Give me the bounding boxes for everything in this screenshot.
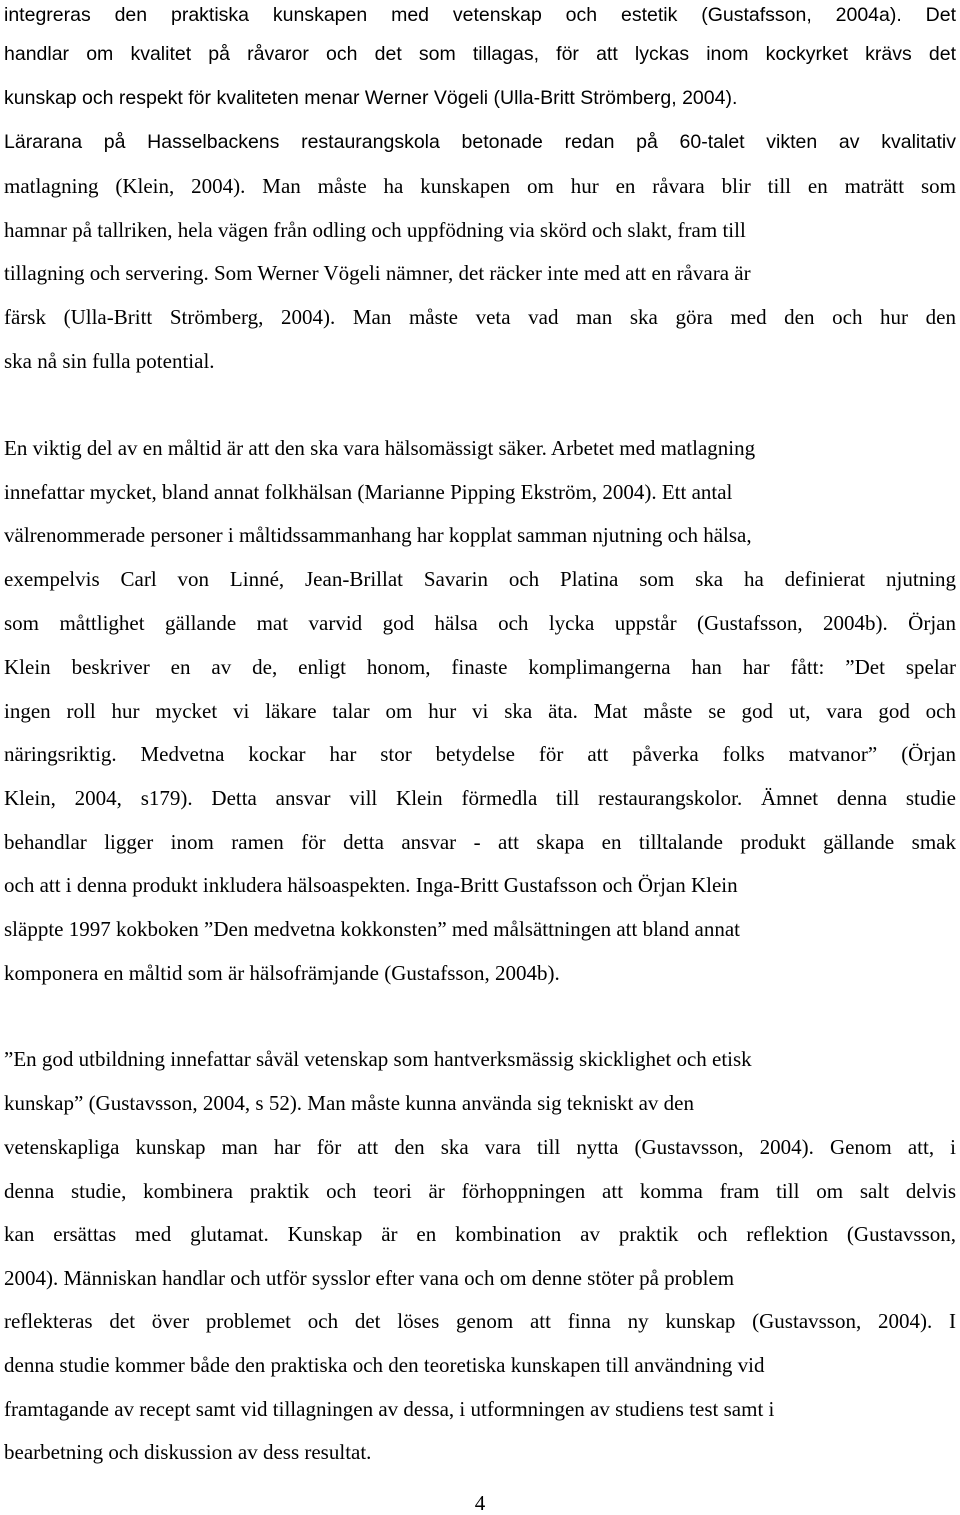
text-line: denna studie, kombinera praktik och teori är förhoppningen att komma fram till om salt delvis: [4, 1179, 956, 1203]
text-line: reflekteras det över problemet och det löses genom att finna ny kunskap (Gustavsson, 2004). I: [4, 1309, 956, 1333]
text-line: kunskap och respekt för kvaliteten menar Werner Vögeli (Ulla-Britt Strömberg, 2004).: [4, 87, 738, 109]
text-line: behandlar ligger inom ramen för detta ansvar - att skapa en tilltalande produkt gällande smak: [4, 830, 956, 854]
text-line: vetenskapliga kunskap man har för att den ska vara till nytta (Gustavsson, 2004). Genom att, i: [4, 1135, 956, 1159]
text-line: släppte 1997 kokboken ”Den medvetna kokkonsten” med målsättningen att bland annat: [4, 917, 740, 941]
text-line: som måttlighet gällande mat varvid god hälsa och lycka uppstår (Gustafsson, 2004b). Örjan: [4, 611, 956, 635]
text-line: näringsriktig. Medvetna kockar har stor betydelse för att påverka folks matvanor” (Örjan: [4, 742, 956, 766]
text-line: Klein, 2004, s179). Detta ansvar vill Klein förmedla till restaurangskolor. Ämnet denna studie: [4, 786, 956, 810]
text-line: välrenommerade personer i måltidssammanhang har kopplat samman njutning och hälsa,: [4, 523, 752, 547]
text-line: En viktig del av en måltid är att den ska vara hälsomässigt säker. Arbetet med matlagning: [4, 436, 756, 460]
text-line: 2004). Människan handlar och utför sysslor efter vana och om denne stöter på problem: [4, 1266, 735, 1290]
text-line: hamnar på tallriken, hela vägen från odling och uppfödning via skörd och slakt, fram till: [4, 218, 746, 242]
text-line: ingen roll hur mycket vi läkare talar om hur vi ska äta. Mat måste se god ut, vara god och: [4, 699, 956, 723]
text-line: Klein beskriver en av de, enligt honom, finaste komplimangerna han har fått: ”Det spelar: [4, 655, 956, 679]
text-line: matlagning (Klein, 2004). Man måste ha kunskapen om hur en råvara blir till en maträtt som: [4, 174, 956, 198]
text-line: Lärarana på Hasselbackens restaurangskola betonade redan på 60-talet vikten av kvalitativ: [4, 131, 956, 153]
text-line: denna studie kommer både den praktiska och den teoretiska kunskapen till användning vid: [4, 1353, 765, 1377]
text-line: ska nå sin fulla potential.: [4, 349, 215, 373]
text-line: och att i denna produkt inkludera hälsoaspekten. Inga-Britt Gustafsson och Örjan Klein: [4, 873, 738, 897]
page-number: 4: [474, 1491, 486, 1515]
text-line: exempelvis Carl von Linné, Jean-Brillat Savarin och Platina som ska ha definierat njutning: [4, 567, 956, 591]
text-line: kunskap” (Gustavsson, 2004, s 52). Man måste kunna använda sig tekniskt av den: [4, 1091, 694, 1115]
text-line: kan ersättas med glutamat. Kunskap är en kombination av praktik och reflektion (Gustavsson,: [4, 1222, 956, 1246]
text-line: tillagning och servering. Som Werner Vögeli nämner, det räcker inte med att en råvara är: [4, 261, 751, 285]
text-line: komponera en måltid som är hälsofrämjande (Gustafsson, 2004b).: [4, 961, 560, 985]
text-line: färsk (Ulla-Britt Strömberg, 2004). Man måste veta vad man ska göra med den och hur den: [4, 305, 956, 329]
text-line: ”En god utbildning innefattar såväl vetenskap som hantverksmässig skicklighet och etisk: [4, 1047, 752, 1071]
text-line: bearbetning och diskussion av dess resultat.: [4, 1440, 372, 1464]
text-line: framtagande av recept samt vid tillagningen av dessa, i utformningen av studiens test samt i: [4, 1397, 775, 1421]
text-line: innefattar mycket, bland annat folkhälsan (Marianne Pipping Ekström, 2004). Ett antal: [4, 480, 733, 504]
text-line: handlar om kvalitet på råvaror och det som tillagas, för att lyckas inom kockyrket krävs det: [4, 43, 956, 65]
text-line: integreras den praktiska kunskapen med vetenskap och estetik (Gustafsson, 2004a). Det: [4, 4, 956, 26]
